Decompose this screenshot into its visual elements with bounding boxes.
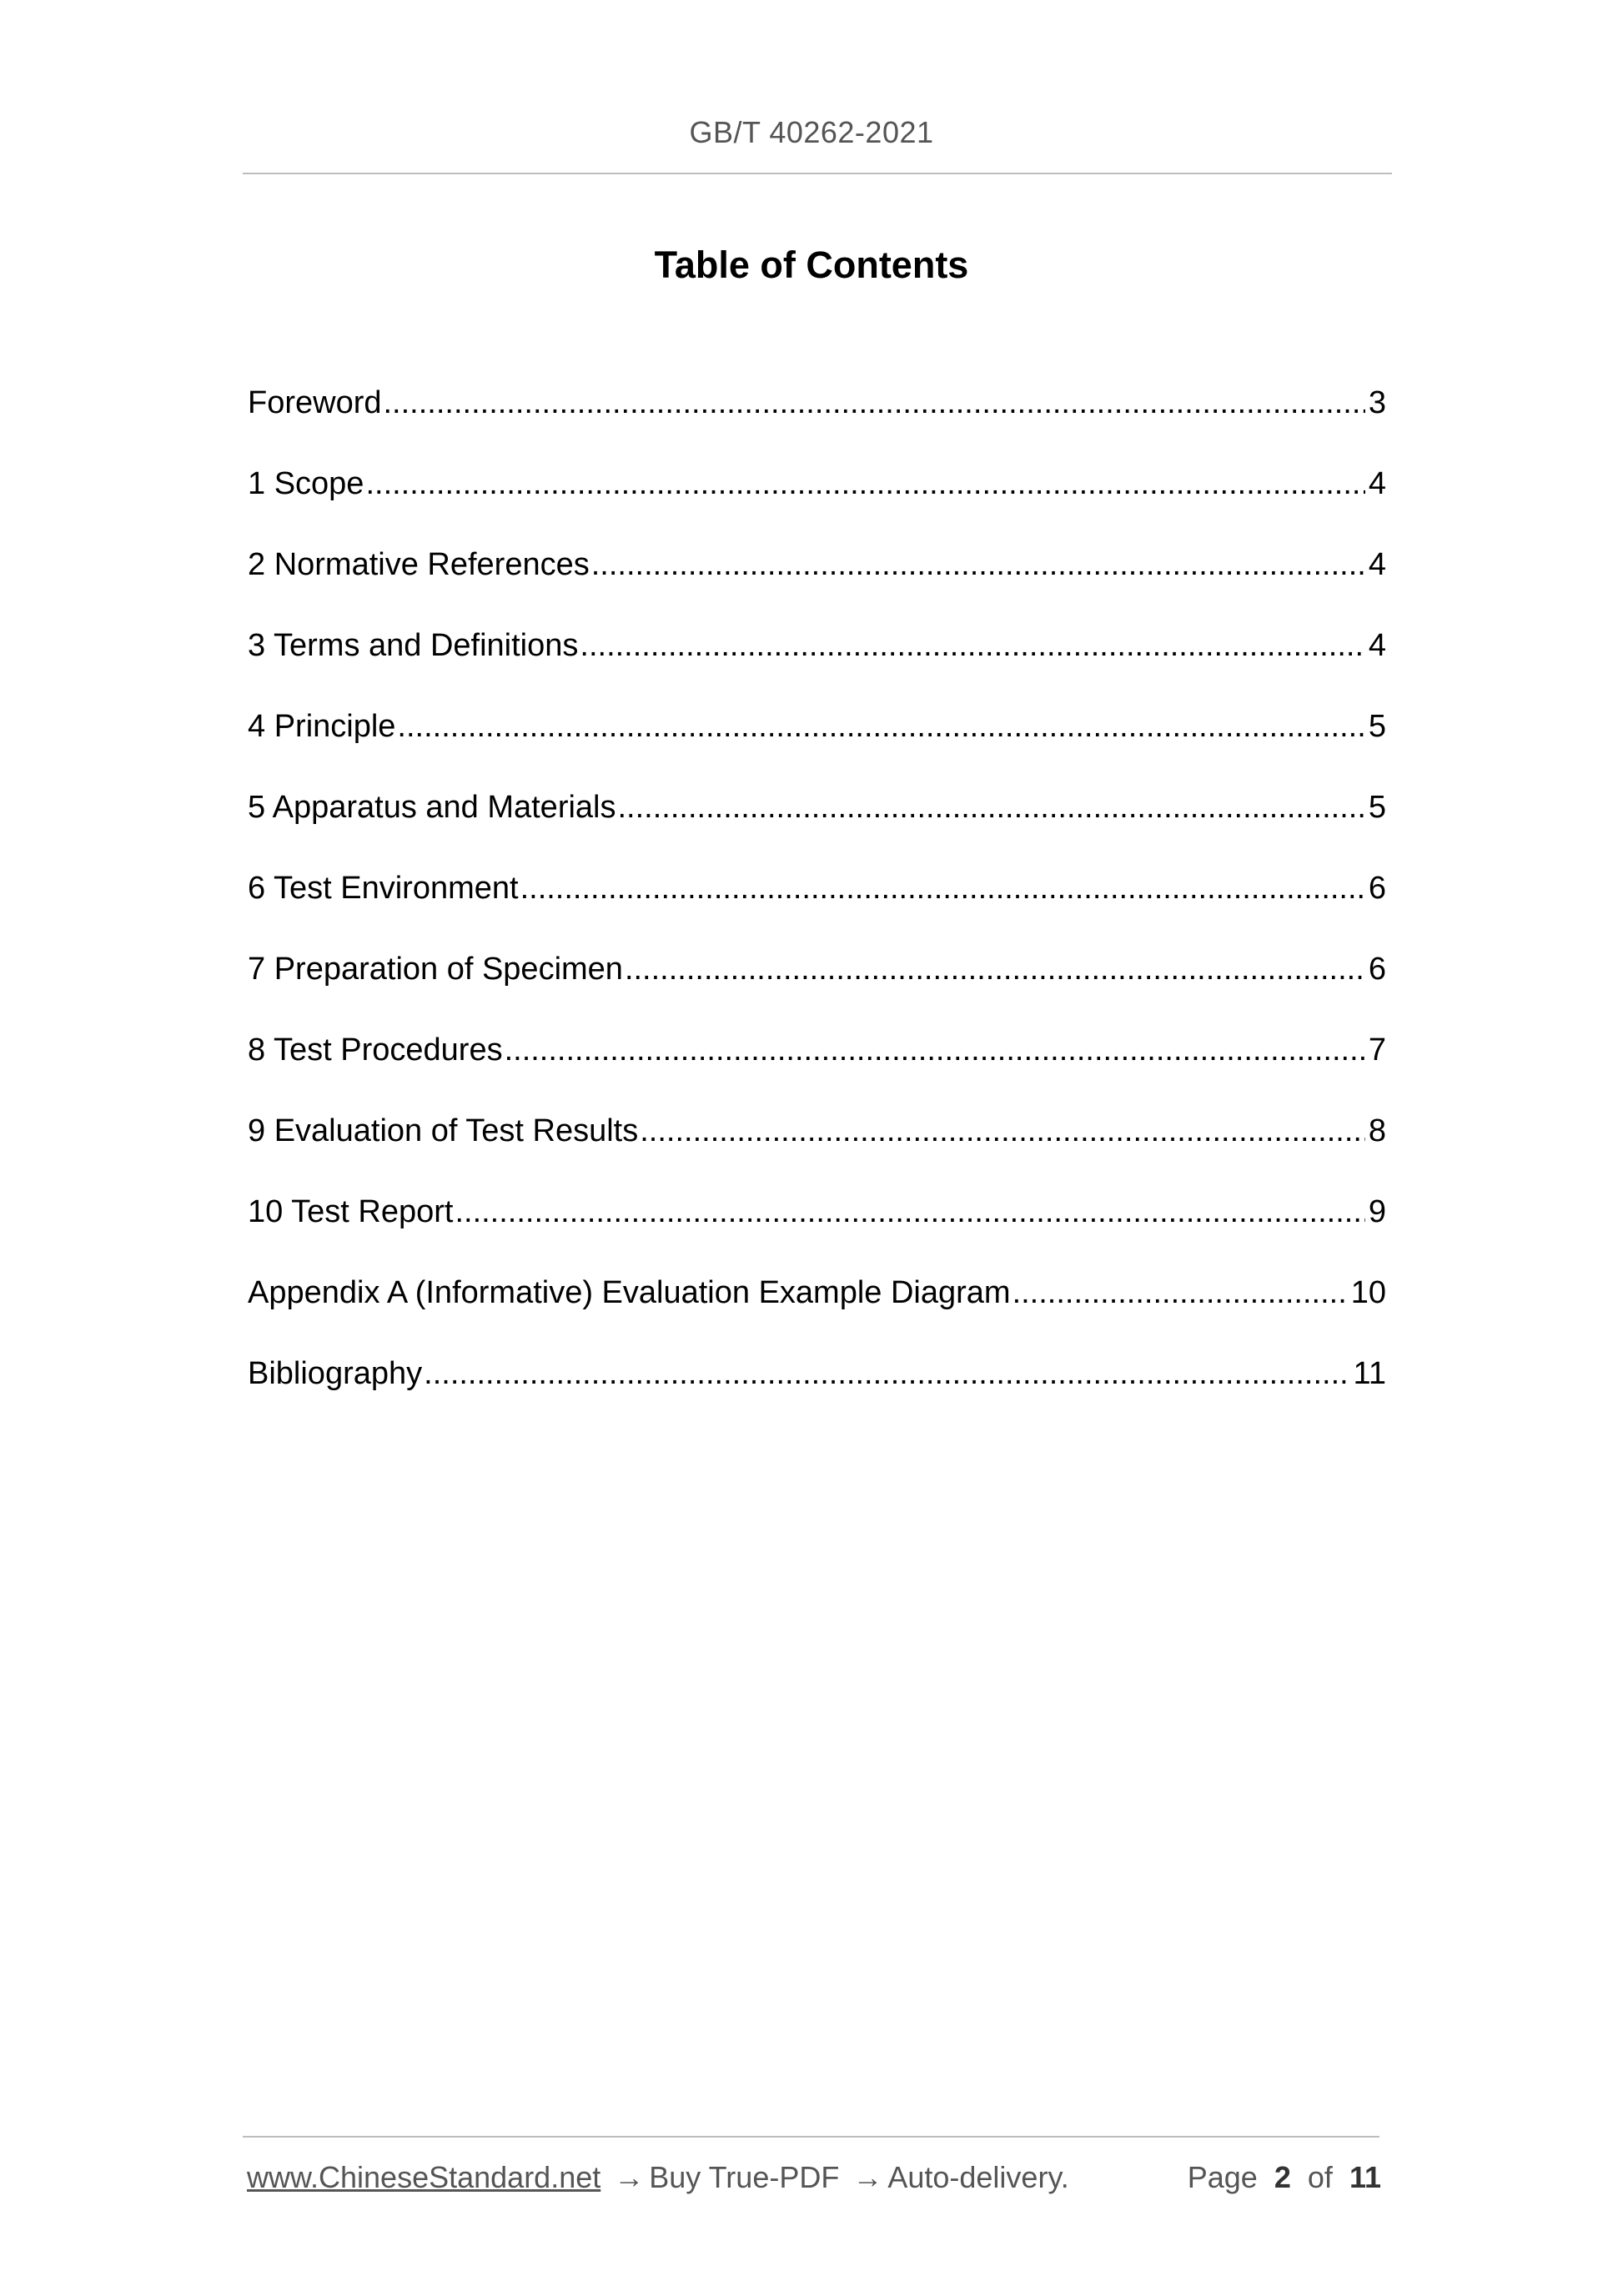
toc-entry-evaluation-of-test-results[interactable] xyxy=(248,1105,1386,1186)
toc-leader-dots xyxy=(365,458,1364,510)
toc-entry-appendix-a[interactable] xyxy=(248,1267,1386,1348)
of-label: of xyxy=(1307,2160,1333,2194)
toc-entry-page: 6 xyxy=(1368,871,1386,906)
toc-entry-label: Appendix A (Informative) Evaluation Example Diagram xyxy=(248,1275,1011,1310)
toc-entry-label: 4 Principle xyxy=(248,709,396,744)
toc-entry-page: 3 xyxy=(1368,385,1386,420)
toc-leader-dots xyxy=(618,781,1365,833)
toc-entry-page: 4 xyxy=(1368,628,1386,663)
toc-leader-dots xyxy=(640,1105,1365,1157)
toc-entry-label: 1 Scope xyxy=(248,466,364,501)
toc-leader-dots xyxy=(505,1024,1365,1076)
page-number xyxy=(1188,2160,1381,2195)
footer-promo xyxy=(247,2160,1069,2195)
toc-entry-label: Foreword xyxy=(248,385,382,420)
toc-leader-dots xyxy=(1012,1267,1348,1319)
document-header-title: GB/T 40262-2021 xyxy=(689,115,934,149)
toc-entry-page: 4 xyxy=(1368,547,1386,582)
page-label: Page xyxy=(1187,2160,1258,2194)
toc-entry-label: 6 Test Environment xyxy=(248,871,519,906)
footer-divider xyxy=(243,2136,1379,2138)
toc-entry-foreword[interactable] xyxy=(248,377,1386,458)
toc-entry-scope[interactable] xyxy=(248,458,1386,539)
toc-heading: Table of Contents xyxy=(654,244,969,286)
toc-entry-test-procedures[interactable] xyxy=(248,1024,1386,1105)
toc-entry-normative-references[interactable] xyxy=(248,539,1386,620)
toc-entry-preparation-of-specimen[interactable] xyxy=(248,943,1386,1024)
toc-leader-dots xyxy=(397,701,1364,752)
page-footer xyxy=(247,2160,1381,2195)
toc-entry-label: 2 Normative References xyxy=(248,547,590,582)
header-divider xyxy=(243,173,1392,174)
toc-entry-bibliography[interactable] xyxy=(248,1348,1386,1429)
arrow-right-icon: → xyxy=(614,2160,645,2194)
toc-entry-label: Bibliography xyxy=(248,1356,423,1391)
toc-entry-label: 7 Preparation of Specimen xyxy=(248,952,623,987)
toc-entry-page: 8 xyxy=(1368,1113,1386,1148)
toc-entry-test-report[interactable] xyxy=(248,1186,1386,1267)
toc-leader-dots xyxy=(455,1186,1364,1238)
website-link[interactable]: www.ChineseStandard.net xyxy=(247,2160,601,2194)
toc-entry-page: 4 xyxy=(1368,466,1386,501)
toc-entry-label: 10 Test Report xyxy=(248,1194,454,1229)
toc-entry-page: 10 xyxy=(1350,1275,1386,1310)
toc-entry-label: 3 Terms and Definitions xyxy=(248,628,579,663)
toc-entry-label: 9 Evaluation of Test Results xyxy=(248,1113,639,1148)
arrow-right-icon: → xyxy=(852,2160,883,2194)
toc-entry-label: 5 Apparatus and Materials xyxy=(248,790,616,825)
toc-entry-terms-and-definitions[interactable] xyxy=(248,620,1386,701)
toc-list xyxy=(248,377,1386,1429)
delivery-text: Auto-delivery. xyxy=(887,2160,1069,2194)
buy-text: Buy True-PDF xyxy=(649,2160,840,2194)
toc-entry-page: 5 xyxy=(1368,709,1386,744)
toc-leader-dots xyxy=(384,377,1365,429)
toc-leader-dots xyxy=(520,862,1365,914)
toc-entry-label: 8 Test Procedures xyxy=(248,1032,503,1068)
toc-entry-test-environment[interactable] xyxy=(248,862,1386,943)
toc-entry-page: 6 xyxy=(1368,952,1386,987)
page-total: 11 xyxy=(1349,2160,1381,2194)
toc-leader-dots xyxy=(580,620,1364,671)
page-current: 2 xyxy=(1274,2160,1291,2194)
toc-leader-dots xyxy=(424,1348,1349,1399)
toc-leader-dots xyxy=(591,539,1365,590)
toc-entry-principle[interactable] xyxy=(248,701,1386,781)
toc-entry-page: 9 xyxy=(1368,1194,1386,1229)
toc-entry-page: 5 xyxy=(1368,790,1386,825)
toc-entry-page: 7 xyxy=(1368,1032,1386,1068)
toc-leader-dots xyxy=(625,943,1365,995)
toc-entry-page: 11 xyxy=(1353,1356,1386,1391)
toc-entry-apparatus-and-materials[interactable] xyxy=(248,781,1386,862)
